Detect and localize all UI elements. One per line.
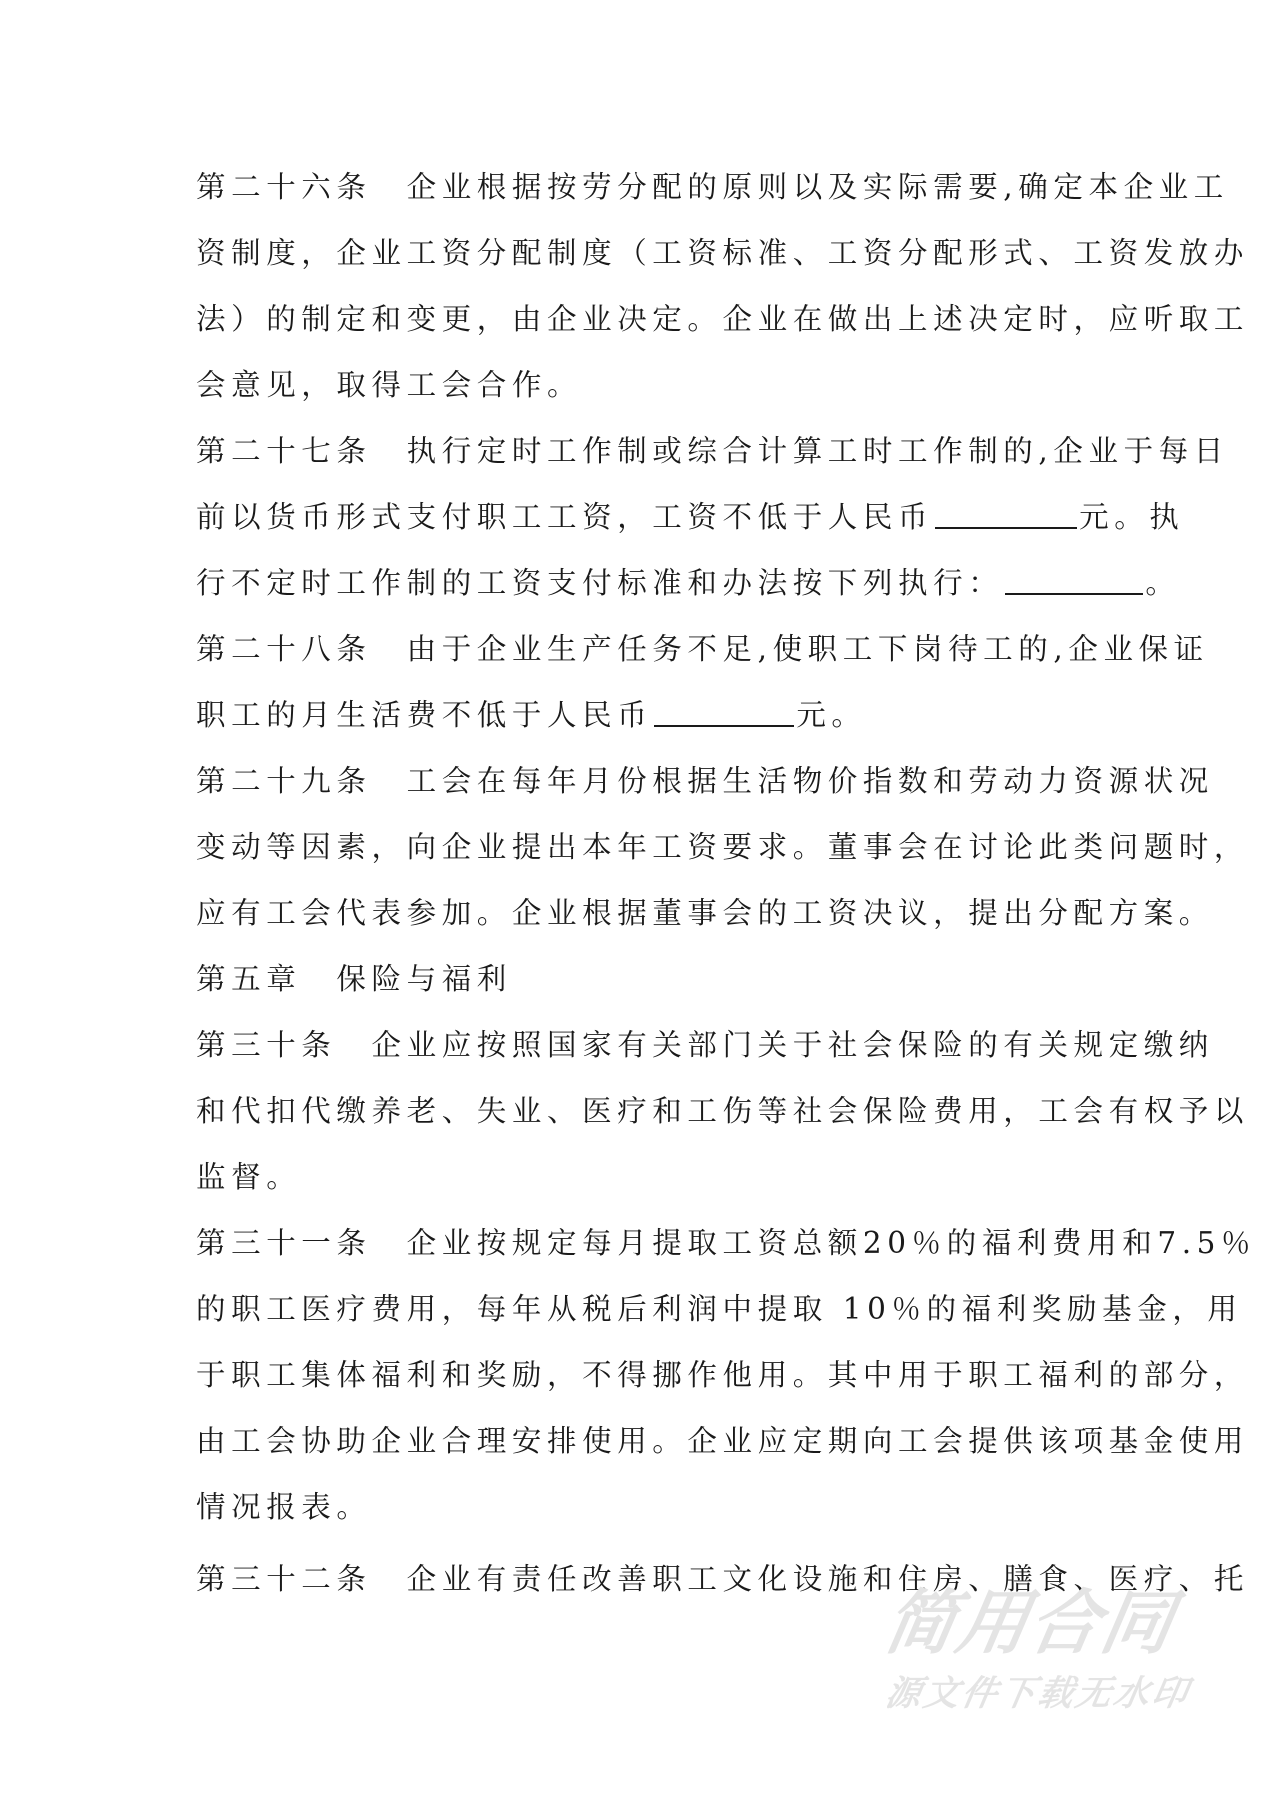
wage-amount-blank[interactable]: [935, 503, 1077, 529]
article-27-line-1: 第二十七条 执行定时工作制或综合计算工时工作制的,企业于每日: [196, 434, 1229, 468]
article-30-line-1: 第三十条 企业应按照国家有关部门关于社会保险的有关规定缴纳: [196, 1028, 1214, 1062]
article-29-line-1: 第二十九条 工会在每年月份根据生活物价指数和劳动力资源状况: [196, 764, 1214, 798]
article-31-line-4: 由工会协助企业合理安排使用。企业应定期向工会提供该项基金使用: [196, 1424, 1250, 1458]
text-before-blank: 行不定时工作制的工资支付标准和办法按下列执行：: [196, 566, 1004, 600]
article-28-line-2: [196, 682, 867, 748]
article-30-line-3: 监督。: [196, 1160, 302, 1194]
article-26-line-1: 第二十六条 企业根据按劳分配的原则以及实际需要,确定本企业工: [196, 170, 1229, 204]
text-after-blank: 元。: [796, 698, 867, 732]
living-allowance-blank[interactable]: [654, 701, 794, 727]
article-26-line-2: 资制度，企业工资分配制度（工资标准、工资分配形式、工资发放办: [196, 236, 1250, 270]
article-31-line-2: 的职工医疗费用，每年从税后利润中提取 10％的福利奖励基金，用: [196, 1292, 1243, 1326]
watermark-brand: 简用合同: [878, 1582, 1182, 1664]
text-before-blank: 职工的月生活费不低于人民币: [196, 698, 653, 732]
text-after-blank: 元。执: [1079, 500, 1185, 534]
article-31-line-1: 第三十一条 企业按规定每月提取工资总额20％的福利费用和7.5％: [196, 1226, 1257, 1260]
article-31-line-3: 于职工集体福利和奖励，不得挪作他用。其中用于职工福利的部分，: [196, 1358, 1250, 1392]
article-26-line-3: 法）的制定和变更，由企业决定。企业在做出上述决定时，应听取工: [196, 302, 1250, 336]
watermark-tagline: 源文件下载无水印: [882, 1674, 1194, 1714]
article-27-line-2: [196, 484, 1184, 550]
article-26-line-4: 会意见，取得工会合作。: [196, 368, 583, 402]
text-after-blank: 。: [1145, 566, 1181, 600]
article-31-line-5: 情况报表。: [196, 1490, 372, 1524]
article-29-line-2: 变动等因素，向企业提出本年工资要求。董事会在讨论此类问题时，: [196, 830, 1250, 864]
text-before-blank: 前以货币形式支付职工工资，工资不低于人民币: [196, 500, 934, 534]
article-27-line-3: [196, 550, 1180, 616]
article-32-line-1: 第三十二条 企业有责任改善职工文化设施和住房、膳食、医疗、托: [196, 1562, 1250, 1596]
article-29-line-3: 应有工会代表参加。企业根据董事会的工资决议，提出分配方案。: [196, 896, 1214, 930]
article-28-line-1: 第二十八条 由于企业生产任务不足,使职工下岗待工的,企业保证: [196, 632, 1209, 666]
chapter-5-heading: 第五章 保险与福利: [196, 962, 512, 996]
payment-method-blank[interactable]: [1005, 569, 1143, 595]
article-30-line-2: 和代扣代缴养老、失业、医疗和工伤等社会保险费用，工会有权予以: [196, 1094, 1250, 1128]
